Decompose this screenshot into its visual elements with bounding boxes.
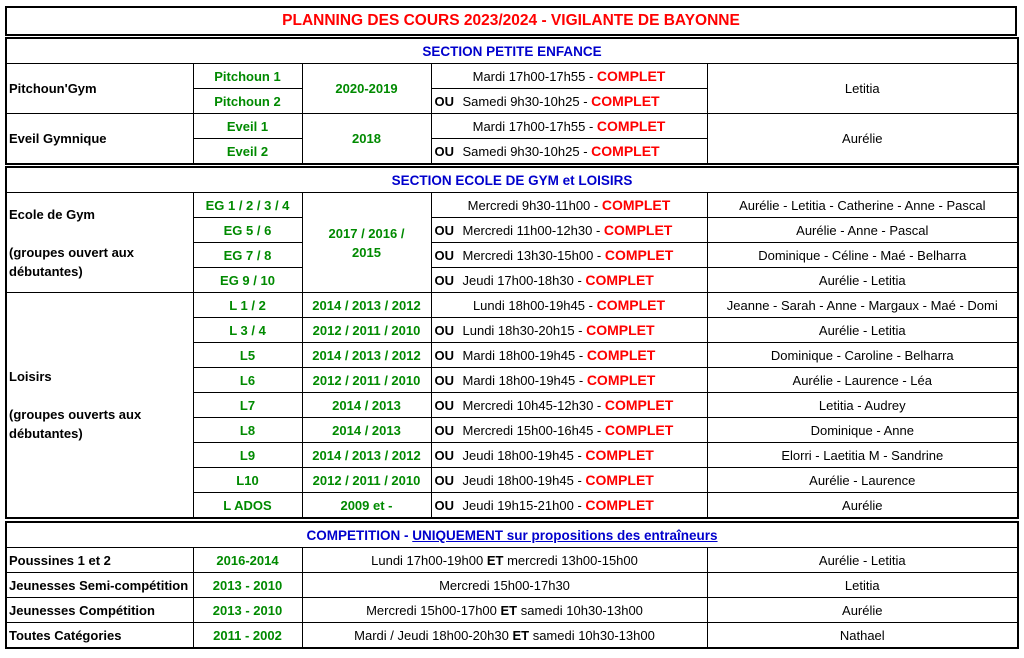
course-name: Toutes Catégories	[6, 623, 193, 649]
birth-years: 2013 - 2010	[193, 573, 302, 598]
schedule-cell: OU Jeudi 18h00-19h45 - COMPLET	[431, 468, 707, 493]
schedule-cell: OU Mercredi 10h45-12h30 - COMPLET	[431, 393, 707, 418]
coach-cell: Aurélie	[707, 114, 1018, 165]
group-label: Eveil 2	[193, 139, 302, 165]
coach-cell: Jeanne - Sarah - Anne - Margaux - Maé - Domi	[707, 293, 1018, 318]
schedule-cell	[302, 573, 707, 598]
schedule-cell: OU Samedi 9h30-10h25 - COMPLET	[431, 89, 707, 114]
group-label: L 1 / 2	[193, 293, 302, 318]
table-row	[6, 573, 1018, 598]
time: Mercredi 15h00-16h45	[462, 423, 594, 438]
page-title: PLANNING DES COURS 2023/2024 - VIGILANTE DE BAYONNE	[282, 12, 740, 29]
course-name: Pitchoun'Gym	[6, 64, 193, 114]
schedule-cell: Mardi 17h00-17h55 - COMPLET	[431, 64, 707, 89]
schedule-cell: OU Mercredi 11h00-12h30 - COMPLET	[431, 218, 707, 243]
complet-label: COMPLET	[596, 68, 666, 84]
birth-years: 2014 / 2013 / 2012	[302, 443, 431, 468]
time: Mercredi 10h45-12h30	[462, 398, 594, 413]
ecole-name: Ecole de Gym	[9, 206, 95, 222]
coach-cell: Aurélie	[707, 598, 1018, 623]
time: mercredi 13h00-15h00	[507, 552, 638, 568]
birth-years: 2014 / 2013	[302, 393, 431, 418]
title-banner	[5, 6, 1017, 36]
complet-label: COMPLET	[604, 247, 674, 263]
time: Mercredi 15h00-17h00	[366, 602, 497, 618]
coach-cell: Aurélie - Laurence	[707, 468, 1018, 493]
complet-label: COMPLET	[585, 472, 654, 488]
time: Mercredi 9h30-11h00	[467, 198, 591, 213]
course-name: Jeunesses Semi-compétition	[6, 573, 193, 598]
ou-label: OU	[434, 94, 454, 109]
coach-cell: Letitia	[707, 64, 1018, 114]
schedule-cell	[302, 598, 707, 623]
table-row	[6, 623, 1018, 649]
schedule-cell: Mardi 17h00-17h55 - COMPLET	[431, 114, 707, 139]
time: Jeudi 17h00-18h30	[462, 273, 574, 288]
ou-label: OU	[434, 144, 454, 159]
coach-cell: Dominique - Anne	[707, 418, 1018, 443]
ou-label: OU	[434, 223, 454, 238]
time: Samedi 9h30-10h25	[462, 94, 580, 109]
birth-years: 2017 / 2016 / 2015	[302, 193, 431, 293]
schedule-cell: Mercredi 9h30-11h00 - COMPLET	[431, 193, 707, 218]
ou-label: OU	[434, 273, 454, 288]
schedule-cell	[302, 548, 707, 573]
time: Mercredi 15h00-17h30	[439, 577, 570, 593]
time: Jeudi 18h00-19h45	[462, 473, 574, 488]
schedule-cell: Lundi 18h00-19h45 - COMPLET	[431, 293, 707, 318]
group-label: L8	[193, 418, 302, 443]
time: Lundi 18h00-19h45	[472, 298, 586, 313]
coach-cell: Aurélie	[707, 493, 1018, 519]
complet-label: COMPLET	[585, 272, 654, 288]
coach-cell: Aurélie - Letitia - Catherine - Anne - Pascal	[707, 193, 1018, 218]
schedule-cell: OU Lundi 18h30-20h15 - COMPLET	[431, 318, 707, 343]
group-label: EG 9 / 10	[193, 268, 302, 293]
coach-cell: Aurélie - Letitia	[707, 268, 1018, 293]
schedule-cell	[302, 623, 707, 649]
course-name	[6, 293, 193, 519]
group-label: L 3 / 4	[193, 318, 302, 343]
time: Mardi 17h00-17h55	[472, 119, 586, 134]
birth-years: 2014 / 2013	[302, 418, 431, 443]
coach-cell: Dominique - Céline - Maé - Belharra	[707, 243, 1018, 268]
group-label: EG 7 / 8	[193, 243, 302, 268]
schedule-cell: OU Mardi 18h00-19h45 - COMPLET	[431, 368, 707, 393]
table-row	[6, 193, 1018, 218]
group-label: L ADOS	[193, 493, 302, 519]
complet-label: COMPLET	[596, 118, 666, 134]
birth-years: 2009 et -	[302, 493, 431, 519]
time: Mardi / Jeudi 18h00-20h30	[354, 627, 509, 643]
group-label: L5	[193, 343, 302, 368]
table-row	[6, 64, 1018, 89]
coach-cell: Elorri - Laetitia M - Sandrine	[707, 443, 1018, 468]
ou-label: OU	[434, 248, 454, 263]
time: Mardi 17h00-17h55	[472, 69, 586, 84]
section-petite-enfance	[5, 37, 1019, 165]
course-name: Poussines 1 et 2	[6, 548, 193, 573]
group-label: L6	[193, 368, 302, 393]
complet-label: COMPLET	[601, 197, 671, 213]
table-row	[6, 598, 1018, 623]
loisirs-name: Loisirs	[9, 369, 52, 384]
course-name: Jeunesses Compétition	[6, 598, 193, 623]
ou-label: OU	[434, 473, 454, 488]
group-label: L7	[193, 393, 302, 418]
birth-years: 2018	[302, 114, 431, 165]
complet-label: COMPLET	[596, 297, 666, 313]
birth-years: 2020-2019	[302, 64, 431, 114]
competition-note-link[interactable]: UNIQUEMENT sur propositions des entraîneurs	[412, 527, 718, 543]
loisirs-note: (groupes ouverts aux débutantes)	[9, 407, 142, 441]
et-label: ET	[486, 552, 504, 568]
ou-label: OU	[434, 323, 454, 338]
time: Jeudi 18h00-19h45	[462, 448, 574, 463]
coach-cell: Aurélie - Anne - Pascal	[707, 218, 1018, 243]
competition-header: COMPETITION -	[306, 527, 413, 543]
section-header: SECTION PETITE ENFANCE	[6, 38, 1018, 64]
time: Lundi 17h00-19h00	[371, 552, 484, 568]
time: Lundi 18h30-20h15	[462, 323, 575, 338]
ecole-note: (groupes ouvert aux débutantes)	[9, 244, 134, 279]
complet-label: COMPLET	[586, 347, 656, 363]
group-label: EG 1 / 2 / 3 / 4	[193, 193, 302, 218]
complet-label: COMPLET	[586, 372, 656, 388]
birth-years: 2011 - 2002	[193, 623, 302, 649]
table-row	[6, 293, 1018, 318]
section-header: SECTION ECOLE DE GYM et LOISIRS	[6, 167, 1018, 193]
birth-years: 2014 / 2013 / 2012	[302, 343, 431, 368]
group-label: L9	[193, 443, 302, 468]
birth-years: 2012 / 2011 / 2010	[302, 368, 431, 393]
table-row	[6, 548, 1018, 573]
complet-label: COMPLET	[604, 397, 674, 413]
ou-label: OU	[434, 448, 454, 463]
group-label: Pitchoun 2	[193, 89, 302, 114]
coach-cell: Aurélie - Letitia	[707, 548, 1018, 573]
coach-cell: Dominique - Caroline - Belharra	[707, 343, 1018, 368]
time: samedi 10h30-13h00	[532, 627, 655, 643]
ou-label: OU	[434, 423, 454, 438]
group-label: L10	[193, 468, 302, 493]
birth-years: 2016-2014	[193, 548, 302, 573]
schedule-cell: OU Jeudi 17h00-18h30 - COMPLET	[431, 268, 707, 293]
complet-label: COMPLET	[604, 422, 674, 438]
time: Mercredi 11h00-12h30	[462, 223, 593, 238]
et-label: ET	[500, 602, 518, 618]
birth-years: 2014 / 2013 / 2012	[302, 293, 431, 318]
complet-label: COMPLET	[591, 143, 660, 159]
coach-cell: Letitia	[707, 573, 1018, 598]
complet-label: COMPLET	[585, 447, 654, 463]
table-row	[6, 114, 1018, 139]
ou-label: OU	[434, 348, 454, 363]
time: Samedi 9h30-10h25	[462, 144, 580, 159]
complet-label: COMPLET	[591, 93, 660, 109]
time: Mardi 18h00-19h45	[462, 348, 576, 363]
complet-label: COMPLET	[586, 322, 655, 338]
birth-years: 2012 / 2011 / 2010	[302, 318, 431, 343]
course-name: Eveil Gymnique	[6, 114, 193, 165]
ou-label: OU	[434, 498, 454, 513]
birth-years: 2013 - 2010	[193, 598, 302, 623]
time: samedi 10h30-13h00	[520, 602, 643, 618]
section-ecole-loisirs	[5, 166, 1019, 519]
coach-cell: Letitia - Audrey	[707, 393, 1018, 418]
et-label: ET	[512, 627, 530, 643]
time: Jeudi 19h15-21h00	[462, 498, 574, 513]
schedule-cell: OU Jeudi 19h15-21h00 - COMPLET	[431, 493, 707, 519]
complet-label: COMPLET	[585, 497, 654, 513]
section-competition	[5, 521, 1019, 649]
coach-cell: Aurélie - Laurence - Léa	[707, 368, 1018, 393]
group-label: EG 5 / 6	[193, 218, 302, 243]
coach-cell: Aurélie - Letitia	[707, 318, 1018, 343]
birth-years: 2012 / 2011 / 2010	[302, 468, 431, 493]
complet-label: COMPLET	[603, 222, 673, 238]
coach-cell: Nathael	[707, 623, 1018, 649]
group-label: Eveil 1	[193, 114, 302, 139]
time: Mercredi 13h30-15h00	[462, 248, 594, 263]
schedule-cell: OU Mercredi 15h00-16h45 - COMPLET	[431, 418, 707, 443]
section-header	[6, 522, 1018, 548]
schedule-cell: OU Samedi 9h30-10h25 - COMPLET	[431, 139, 707, 165]
schedule-cell: OU Jeudi 18h00-19h45 - COMPLET	[431, 443, 707, 468]
course-name	[6, 193, 193, 293]
group-label: Pitchoun 1	[193, 64, 302, 89]
ou-label: OU	[434, 373, 454, 388]
schedule-cell: OU Mercredi 13h30-15h00 - COMPLET	[431, 243, 707, 268]
time: Mardi 18h00-19h45	[462, 373, 576, 388]
ou-label: OU	[434, 398, 454, 413]
schedule-cell: OU Mardi 18h00-19h45 - COMPLET	[431, 343, 707, 368]
